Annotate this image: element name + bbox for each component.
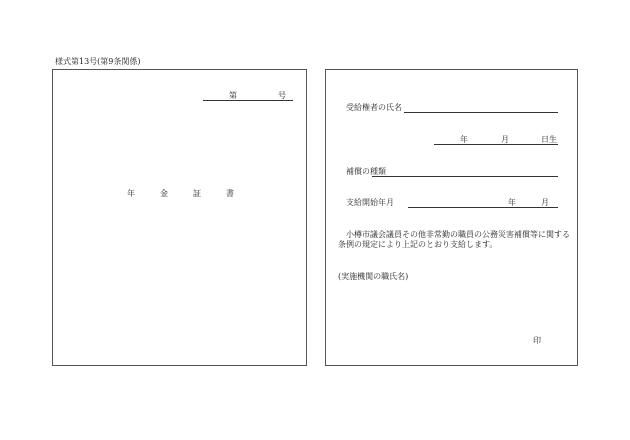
certificate-front-panel [52, 69, 307, 366]
birth-date-field [434, 144, 558, 145]
certificate-title-char-4: 書 [226, 189, 234, 198]
payment-start-field [408, 207, 558, 208]
certificate-title-char-1: 年 [127, 189, 135, 198]
form-number-label: 様式第13号(第9条関係) [55, 57, 141, 66]
certificate-detail-panel [325, 69, 578, 366]
recipient-name-field [404, 112, 558, 113]
issuing-agency-label: (実施機関の職氏名) [338, 272, 409, 281]
certificate-title-char-2: 金 [160, 189, 168, 198]
birth-day-label: 日生 [541, 135, 557, 144]
payment-start-year-label: 年 [508, 198, 516, 207]
birth-month-label: 月 [501, 135, 509, 144]
payment-start-month-label: 月 [541, 198, 549, 207]
statement-line-2: 条例の規定により上記のとおり支給します。 [338, 240, 498, 249]
payment-start-label: 支給開始年月 [346, 198, 394, 207]
certificate-number-underline [203, 100, 293, 101]
statement-line-1: 小樽市議会議員その他非常勤の職員の公務災害補償等に関する [346, 230, 570, 239]
compensation-type-field [372, 176, 558, 177]
certificate-number-dai: 第 [229, 91, 237, 100]
recipient-name-label: 受給権者の氏名 [346, 103, 402, 112]
birth-year-label: 年 [460, 135, 468, 144]
seal-mark: 印 [533, 336, 541, 345]
certificate-title-char-3: 証 [193, 189, 201, 198]
compensation-type-label: 補償の種類 [346, 167, 386, 176]
certificate-number-go: 号 [278, 91, 286, 100]
